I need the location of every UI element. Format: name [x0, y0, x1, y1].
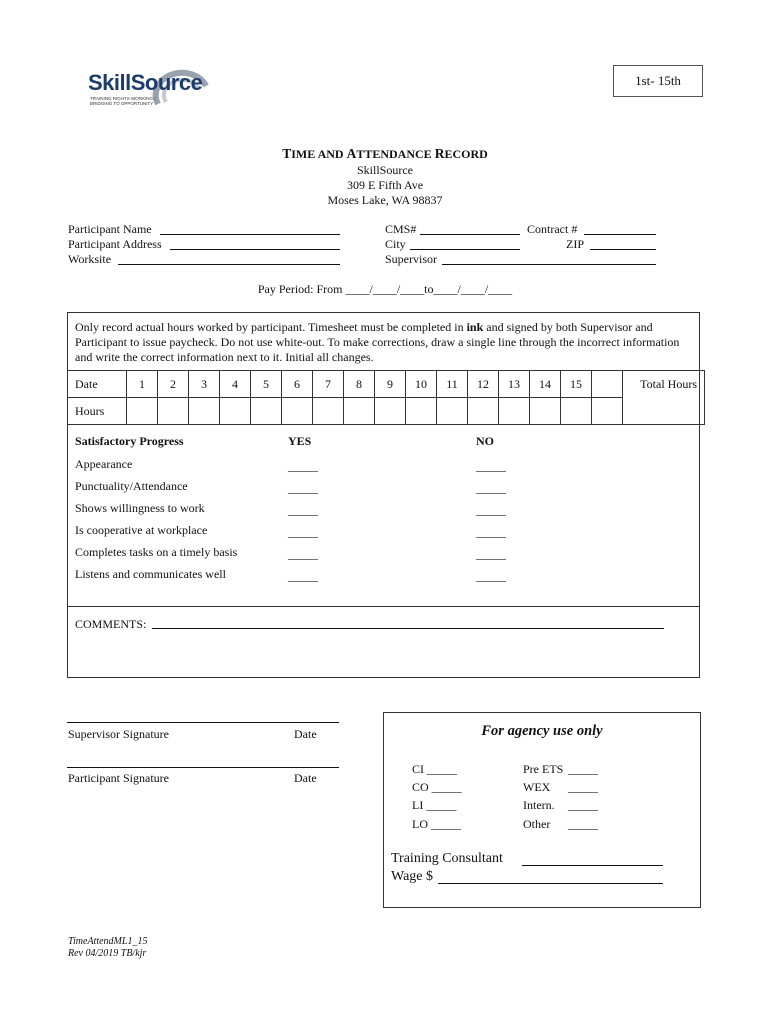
- hours-cell[interactable]: [251, 398, 282, 425]
- zip-field[interactable]: [590, 249, 656, 250]
- hours-cell[interactable]: [468, 398, 499, 425]
- title-part: ECORD: [444, 147, 488, 161]
- agency-other-label: Other: [523, 817, 551, 831]
- agency-pre-ets-blank[interactable]: _____: [568, 762, 598, 776]
- hours-cell[interactable]: [499, 398, 530, 425]
- logo-tagline: TRAINING RIGHTS WORKING / BRIDGING TO OPPORTUNITY: [90, 96, 156, 106]
- worksite-field[interactable]: [118, 264, 340, 265]
- participant-address-label: Participant Address: [68, 237, 162, 251]
- no-blank[interactable]: _____: [476, 569, 506, 583]
- hours-table: [67, 370, 705, 425]
- day-header: 8: [344, 371, 375, 398]
- title-letter: R: [434, 146, 445, 161]
- org-name: SkillSource: [357, 163, 413, 177]
- progress-item: Listens and communicates well: [75, 567, 226, 581]
- day-header: 15: [561, 371, 592, 398]
- title-part: TTENDANCE: [356, 147, 435, 161]
- instructions: [75, 320, 695, 365]
- wage-label: Wage $: [391, 869, 434, 884]
- hours-cell[interactable]: [592, 398, 623, 425]
- training-consultant-label: Training Consultant: [391, 851, 503, 866]
- hours-cell[interactable]: [406, 398, 437, 425]
- participant-name-field[interactable]: [160, 234, 340, 235]
- hours-cell[interactable]: [127, 398, 158, 425]
- hours-cell[interactable]: [282, 398, 313, 425]
- hours-row: [68, 398, 705, 425]
- form-code: TimeAttendML1_15: [68, 936, 148, 947]
- agency-other-blank[interactable]: _____: [568, 817, 598, 831]
- instructions-ink: ink: [466, 320, 484, 334]
- hours-cell[interactable]: [561, 398, 592, 425]
- progress-heading: Satisfactory Progress: [75, 434, 184, 448]
- agency-wex-label: WEX: [523, 780, 551, 794]
- agency-ci[interactable]: CI _____: [412, 762, 457, 776]
- comments-label: COMMENTS:: [75, 617, 147, 631]
- title-letter: A: [346, 146, 357, 161]
- day-header: 2: [158, 371, 189, 398]
- total-hours-label[interactable]: Total Hours: [623, 371, 705, 425]
- yes-blank[interactable]: _____: [288, 547, 318, 561]
- org-address-line1: 309 E Fifth Ave: [346, 178, 424, 192]
- title-letter: T: [282, 146, 292, 161]
- day-header: 10: [406, 371, 437, 398]
- supervisor-date-label: Date: [294, 727, 317, 741]
- agency-co[interactable]: CO _____: [412, 780, 462, 794]
- title-part: IME AND: [291, 147, 347, 161]
- day-header: 6: [282, 371, 313, 398]
- progress-item: Appearance: [75, 457, 133, 471]
- agency-lo[interactable]: LO _____: [412, 817, 461, 831]
- period-box: 1st- 15th: [613, 65, 703, 97]
- contract-label: Contract #: [527, 222, 578, 236]
- hours-label: Hours: [68, 398, 127, 425]
- skillsource-logo: [88, 64, 238, 112]
- day-header: 4: [220, 371, 251, 398]
- form-revision: Rev 04/2019 TB/kjr: [68, 948, 147, 959]
- yes-heading: YES: [288, 434, 312, 448]
- contract-field[interactable]: [584, 234, 656, 235]
- hours-cell[interactable]: [313, 398, 344, 425]
- day-header: 3: [189, 371, 220, 398]
- day-header: 5: [251, 371, 282, 398]
- supervisor-signature-line[interactable]: [67, 722, 339, 723]
- agency-li[interactable]: LI _____: [412, 798, 457, 812]
- day-header: 11: [437, 371, 468, 398]
- no-heading: NO: [476, 434, 494, 448]
- logo-wordmark: SkillSource: [88, 70, 203, 95]
- hours-cell[interactable]: [189, 398, 220, 425]
- no-blank[interactable]: _____: [476, 525, 506, 539]
- day-header: 14: [530, 371, 561, 398]
- org-address-line2: Moses Lake, WA 98837: [327, 193, 443, 207]
- participant-date-label: Date: [294, 771, 317, 785]
- no-blank[interactable]: _____: [476, 503, 506, 517]
- progress-item: Completes tasks on a timely basis: [75, 545, 238, 559]
- comments-field[interactable]: [152, 628, 664, 629]
- yes-blank[interactable]: _____: [288, 481, 318, 495]
- progress-item: Shows willingness to work: [75, 501, 205, 515]
- training-consultant-field[interactable]: [522, 865, 663, 866]
- yes-blank[interactable]: _____: [288, 569, 318, 583]
- cms-field[interactable]: [420, 234, 520, 235]
- hours-cell[interactable]: [375, 398, 406, 425]
- form-footer: [68, 936, 147, 960]
- date-label: Date: [68, 371, 127, 398]
- day-header: 9: [375, 371, 406, 398]
- no-blank[interactable]: _____: [476, 481, 506, 495]
- supervisor-label: Supervisor: [385, 252, 437, 266]
- form-title: [0, 146, 770, 162]
- participant-address-field[interactable]: [170, 249, 340, 250]
- city-field[interactable]: [410, 249, 520, 250]
- pay-period[interactable]: Pay Period: From ____/____/____to____/____/____: [257, 282, 513, 296]
- hours-cell[interactable]: [530, 398, 561, 425]
- progress-item: Punctuality/Attendance: [75, 479, 188, 493]
- participant-signature-label: Participant Signature: [68, 771, 169, 785]
- day-header: 1: [127, 371, 158, 398]
- supervisor-field[interactable]: [442, 264, 656, 265]
- date-row: [68, 371, 705, 398]
- day-header: [592, 371, 623, 398]
- agency-intern-label: Intern.: [523, 798, 555, 812]
- yes-blank[interactable]: _____: [288, 503, 318, 517]
- yes-blank[interactable]: _____: [288, 525, 318, 539]
- agency-title: For agency use only: [481, 723, 603, 739]
- no-blank[interactable]: _____: [476, 459, 506, 473]
- zip-label: ZIP: [566, 237, 584, 251]
- progress-item: Is cooperative at workplace: [75, 523, 208, 537]
- day-header: 13: [499, 371, 530, 398]
- yes-blank[interactable]: _____: [288, 459, 318, 473]
- worksite-label: Worksite: [68, 252, 112, 266]
- city-label: City: [385, 237, 406, 251]
- participant-name-label: Participant Name: [68, 222, 152, 236]
- day-header: 7: [313, 371, 344, 398]
- agency-pre-ets-label: Pre ETS: [523, 762, 564, 776]
- participant-signature-line[interactable]: [67, 767, 339, 768]
- wage-field[interactable]: [438, 883, 663, 884]
- supervisor-signature-label: Supervisor Signature: [68, 727, 169, 741]
- hours-cell[interactable]: [437, 398, 468, 425]
- instructions-part2: and signed by both Supervisor and Participant to issue paycheck. Do not use white-out. To make corrections, draw a single line through the incorrect information and write the correct information next to it. Initial all changes.: [75, 320, 680, 364]
- day-header: 12: [468, 371, 499, 398]
- agency-intern-blank[interactable]: _____: [568, 798, 598, 812]
- hours-cell[interactable]: [344, 398, 375, 425]
- timesheet-box: [67, 312, 700, 678]
- comments-divider: [67, 606, 700, 607]
- agency-wex-blank[interactable]: _____: [568, 780, 598, 794]
- hours-cell[interactable]: [158, 398, 189, 425]
- cms-label: CMS#: [385, 222, 417, 236]
- instructions-part1: Only record actual hours worked by participant. Timesheet must be completed in: [75, 320, 467, 334]
- no-blank[interactable]: _____: [476, 547, 506, 561]
- hours-cell[interactable]: [220, 398, 251, 425]
